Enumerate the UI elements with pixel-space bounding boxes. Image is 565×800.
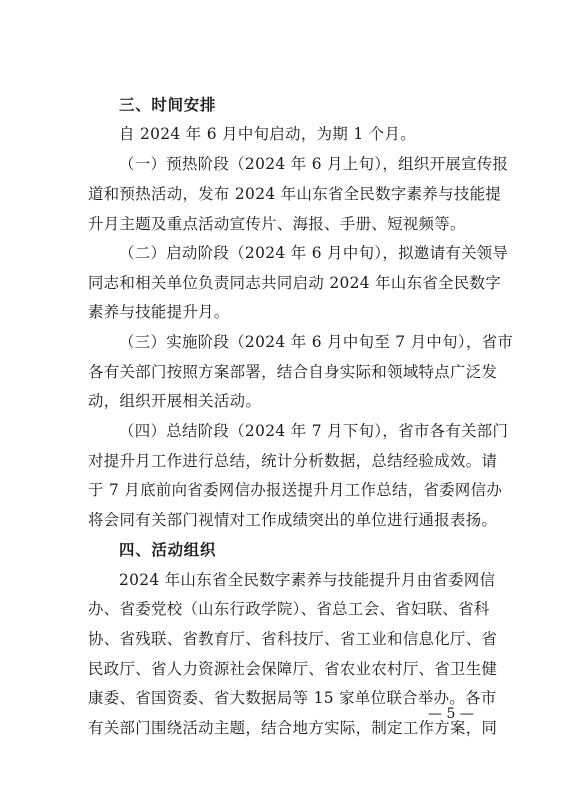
stage2-line-2: 同志和相关单位负责同志共同启动 2024 年山东省全民数字 <box>88 274 502 292</box>
organization-line-3: 协、省残联、省教育厅、省科技厅、省工业和信息化厅、省 <box>88 630 498 648</box>
stage4-line-4: 将会同有关部门视情对工作成绩突出的单位进行通报表扬。 <box>88 511 498 529</box>
stage4-line-1: （四）总结阶段（2024 年 7 月下旬），省市各有关部门 <box>119 422 509 440</box>
stage2-line-3: 素养与技能提升月。 <box>88 303 230 321</box>
schedule-intro: 自 2024 年 6 月中旬启动，为期 1 个月。 <box>119 125 416 143</box>
stage1-line-2: 道和预热活动，发布 2024 年山东省全民数字素养与技能提 <box>88 185 502 203</box>
stage1-line-1: （一）预热阶段（2024 年 6 月上旬），组织开展宣传报 <box>119 155 509 173</box>
stage3-line-2: 各有关部门按照方案部署，结合自身实际和领域特点广泛发 <box>88 363 498 381</box>
stage2-line-1: （二）启动阶段（2024 年 6 月中旬），拟邀请有关领导 <box>119 244 509 262</box>
organization-line-1: 2024 年山东省全民数字素养与技能提升月由省委网信 <box>119 571 496 589</box>
organization-line-4: 民政厅、省人力资源社会保障厅、省农业农村厅、省卫生健 <box>88 660 498 678</box>
stage4-line-3: 于 7 月底前向省委网信办报送提升月工作总结，省委网信办 <box>88 481 503 499</box>
stage1-line-3: 升月主题及重点活动宣传片、海报、手册、短视频等。 <box>88 215 466 233</box>
organization-line-6: 有关部门围绕活动主题，结合地方实际，制定工作方案，同 <box>88 719 498 737</box>
stage3-line-1: （三）实施阶段（2024 年 6 月中旬至 7 月中旬），省市 <box>119 333 514 351</box>
stage3-line-3: 动，组织开展相关活动。 <box>88 392 262 410</box>
section-heading-schedule: 三、时间安排 <box>119 96 217 114</box>
stage4-line-2: 对提升月工作进行总结，统计分析数据，总结经验成效。请 <box>88 452 498 470</box>
page-number: — 5 — <box>428 706 474 722</box>
section-heading-organization: 四、活动组织 <box>119 541 217 559</box>
organization-line-5: 康委、省国资委、省大数据局等 15 家单位联合举办。各市 <box>88 689 497 707</box>
organization-line-2: 办、省委党校（山东行政学院）、省总工会、省妇联、省科 <box>88 600 490 618</box>
